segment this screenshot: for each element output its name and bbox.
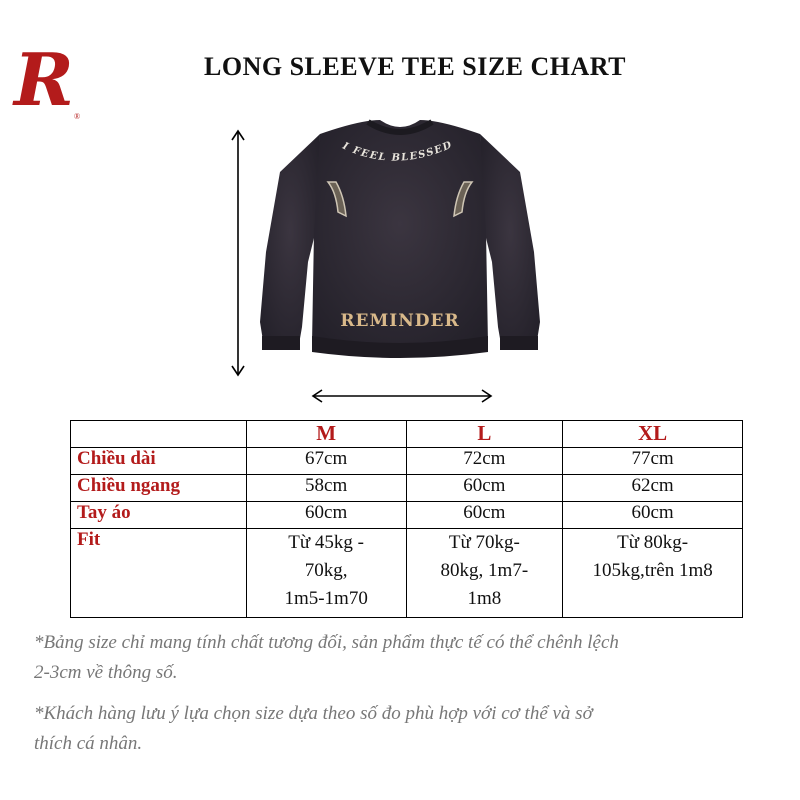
table-header-row xyxy=(71,421,743,448)
fit-l-line-2: 80kg, 1m7- xyxy=(440,560,529,581)
registered-mark: ® xyxy=(74,112,81,121)
cell-fit-l xyxy=(406,529,563,618)
table-row-width xyxy=(71,475,743,502)
cell-sleeve-xl: 60cm xyxy=(563,502,743,529)
cell-length-l: 72cm xyxy=(406,448,563,475)
size-header-m: M xyxy=(246,421,406,448)
length-arrow-icon xyxy=(228,128,248,378)
cell-fit-xl xyxy=(563,529,743,618)
advice-line-1: *Khách hàng lưu ý lựa chọn size dựa theo số đo phù hợp với cơ thể và sở xyxy=(34,703,593,724)
cell-sleeve-l: 60cm xyxy=(406,502,563,529)
size-header-xl: XL xyxy=(563,421,743,448)
cell-width-m: 58cm xyxy=(246,475,406,502)
print-top-text: I FEEL BLESSED xyxy=(340,139,455,164)
disclaimer-line-1: *Bảng size chỉ mang tính chất tương đối, sản phẩm thực tế có thể chênh lệch xyxy=(34,632,619,653)
advice-line-2: thích cá nhân. xyxy=(34,733,143,754)
disclaimer-note xyxy=(34,628,774,688)
fit-m-line-3: 1m5-1m70 xyxy=(284,588,368,609)
table-row-sleeve xyxy=(71,502,743,529)
cell-length-xl: 77cm xyxy=(563,448,743,475)
brand-logo-letter: R xyxy=(14,37,74,122)
cell-width-xl: 62cm xyxy=(563,475,743,502)
width-arrow-icon xyxy=(310,386,494,406)
row-label-length: Chiều dài xyxy=(71,448,247,475)
cell-width-l: 60cm xyxy=(406,475,563,502)
disclaimer-line-2: 2-3cm về thông số. xyxy=(34,662,178,683)
row-label-fit: Fit xyxy=(71,529,247,618)
fit-l-line-3: 1m8 xyxy=(467,588,502,609)
cell-fit-m xyxy=(246,529,406,618)
size-chart-table xyxy=(70,420,743,618)
page-title: LONG SLEEVE TEE SIZE CHART xyxy=(204,52,626,81)
print-bottom-text: REMINDER xyxy=(340,311,460,331)
long-sleeve-tee-image xyxy=(250,112,550,374)
row-label-sleeve: Tay áo xyxy=(71,502,247,529)
row-label-width: Chiều ngang xyxy=(71,475,247,502)
cell-length-m: 67cm xyxy=(246,448,406,475)
fit-m-line-1: Từ 45kg - xyxy=(288,532,365,553)
header-empty-cell xyxy=(71,421,247,448)
fit-l-line-1: Từ 70kg- xyxy=(448,532,520,553)
fit-m-line-2: 70kg, xyxy=(304,560,348,581)
table-row-fit xyxy=(71,529,743,618)
fit-xl-line-1: Từ 80kg- xyxy=(617,532,689,553)
right-sleeve xyxy=(480,134,540,350)
table-row-length xyxy=(71,448,743,475)
cell-sleeve-m: 60cm xyxy=(246,502,406,529)
size-header-l: L xyxy=(406,421,563,448)
advice-note xyxy=(34,699,774,759)
fit-xl-line-2: 105kg,trên 1m8 xyxy=(592,560,713,581)
left-sleeve xyxy=(260,134,320,350)
